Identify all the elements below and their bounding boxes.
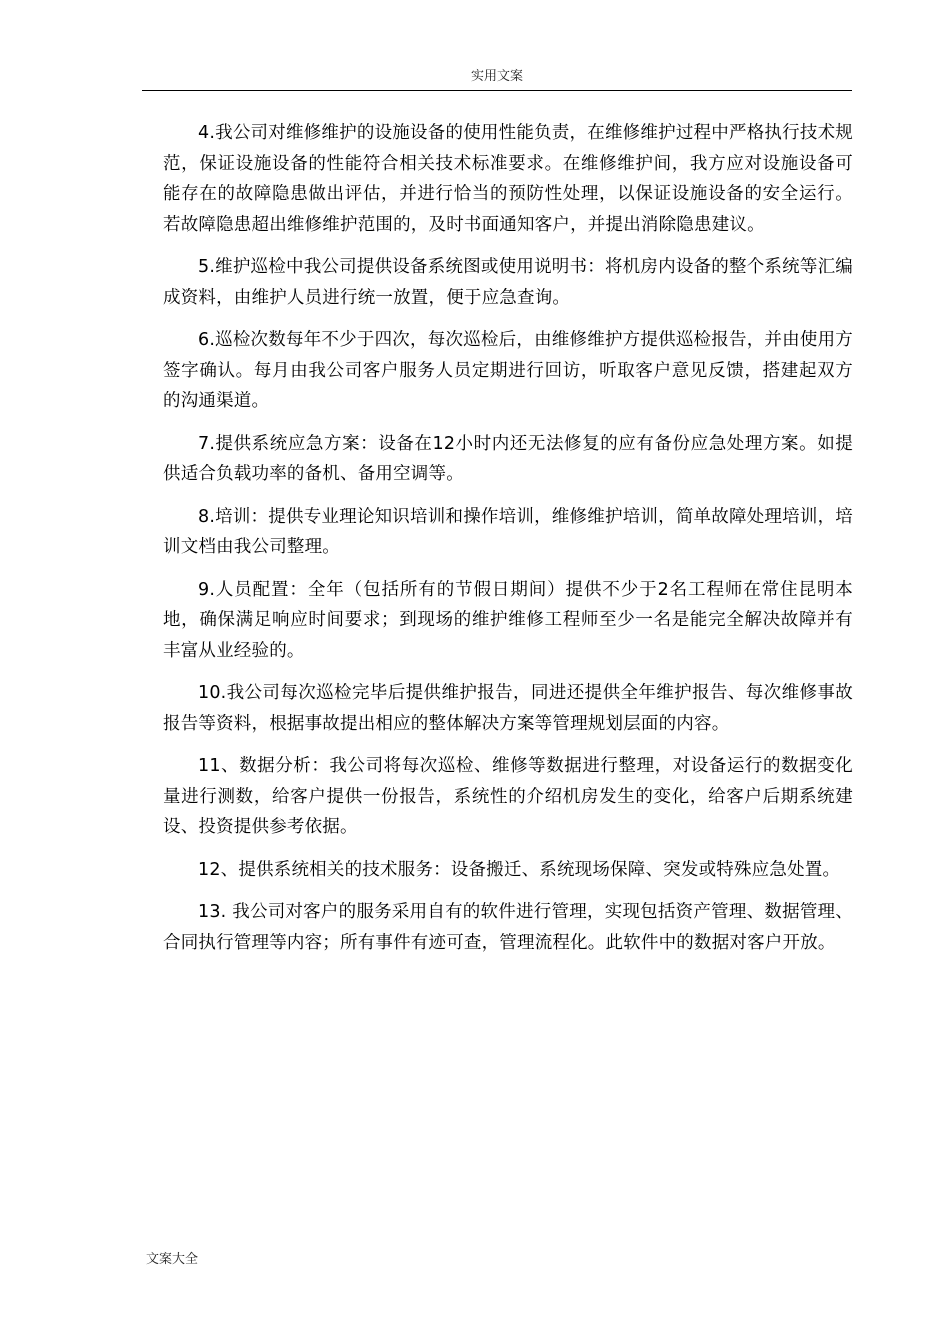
page-footer: 文案大全 bbox=[146, 1252, 199, 1267]
paragraph-item-11: 11、数据分析：我公司将每次巡检、维修等数据进行整理，对设备运行的数据变化量进行测数，给客户提供一份报告，系统性的介绍机房发生的变化，给客户后期系统建设、投资提供参考依据。 bbox=[163, 756, 853, 837]
paragraph-item-6: 6.巡检次数每年不少于四次，每次巡检后，由维修维护方提供巡检报告，并由使用方签字确认。每月由我公司客户服务人员定期进行回访，听取客户意见反馈，搭建起双方的沟通渠道。 bbox=[163, 330, 853, 411]
paragraph-item-12: 12、提供系统相关的技术服务：设备搬迁、系统现场保障、突发或特殊应急处置。 bbox=[198, 859, 841, 880]
paragraph-item-8: 8.培训：提供专业理论知识培训和操作培训，维修维护培训，简单故障处理培训，培训文档由我公司整理。 bbox=[163, 506, 853, 557]
paragraph-item-10: 10.我公司每次巡检完毕后提供维护报告，同进还提供全年维护报告、每次维修事故报告等资料，根据事故提出相应的整体解决方案等管理规划层面的内容。 bbox=[163, 683, 853, 734]
paragraph-item-13: 13. 我公司对客户的服务采用自有的软件进行管理，实现包括资产管理、数据管理、合同执行管理等内容；所有事件有迹可查，管理流程化。此软件中的数据对客户开放。 bbox=[163, 902, 853, 953]
page-header: 实用文案 bbox=[142, 68, 852, 91]
paragraph-item-5: 5.维护巡检中我公司提供设备系统图或使用说明书：将机房内设备的整个系统等汇编成资料，由维护人员进行统一放置，便于应急查询。 bbox=[163, 257, 853, 308]
paragraph-item-9: 9.人员配置：全年（包括所有的节假日期间）提供不少于2名工程师在常住昆明本地，确保满足响应时间要求；到现场的维护维修工程师至少一名是能完全解决故障并有丰富从业经验的。 bbox=[163, 579, 853, 661]
paragraph-item-7: 7.提供系统应急方案：设备在12小时内还无法修复的应有备份应急处理方案。如提供适合负载功率的备机、备用空调等。 bbox=[163, 433, 853, 484]
document-body bbox=[163, 118, 853, 970]
paragraph-item-4: 4.我公司对维修维护的设施设备的使用性能负责，在维修维护过程中严格执行技术规范，保证设施设备的性能符合相关技术标准要求。在维修维护间，我方应对设施设备可能存在的故障隐患做出评估，并进行恰当的预防性处理，以保证设施设备的安全运行。若故障隐患超出维修维护范围的，及时书面通知客户，并提出消除隐患建议。 bbox=[163, 123, 853, 235]
